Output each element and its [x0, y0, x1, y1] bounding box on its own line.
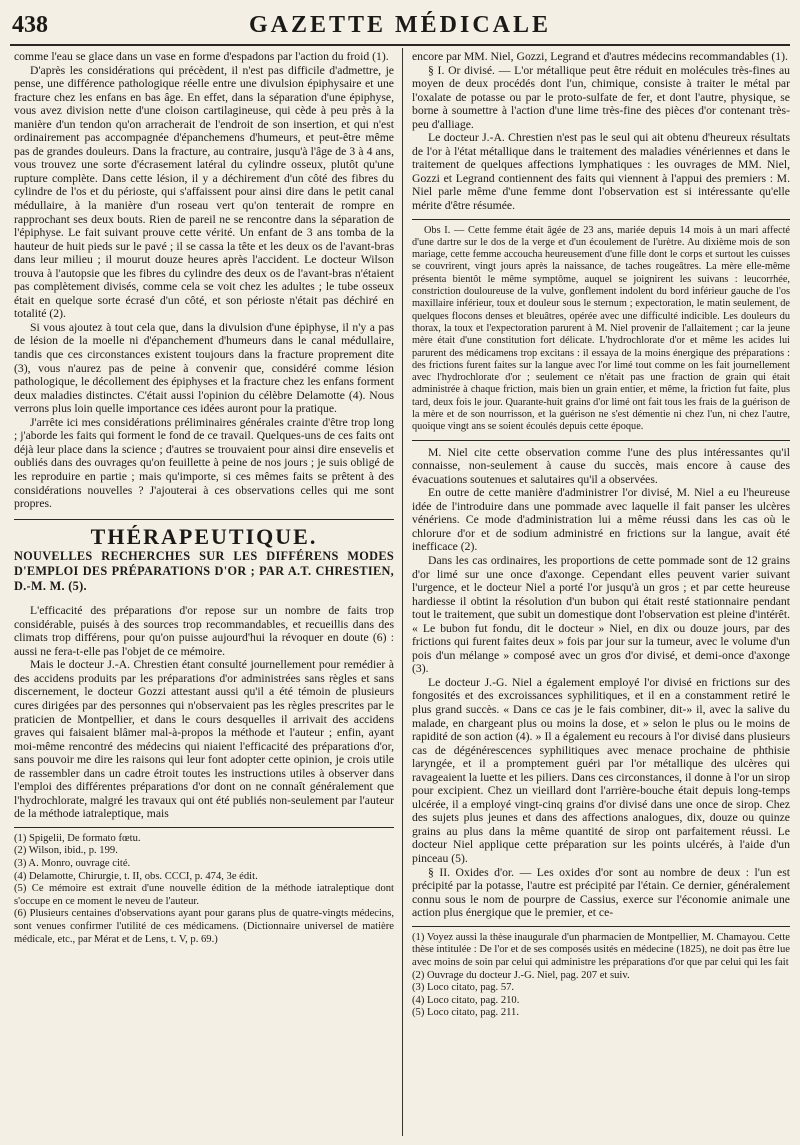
- paragraph: D'après les considérations qui précèdent, il n'est pas difficile d'admettre, je pense, une différence pathologique réelle entre une divulsion épiphysaire et une fracture chez les enfans en bas âge. En effet, dans la séparation d'une épiphyse, vous avez division nette d'une cloison cartilagineuse, qui cède à peu près à la manière d'un tendon qu'on arracherait de l'endroit de son insertion, et qui n'est ordinairement pas accompagnée d'épanchemens d'humeurs, et peut-être même pas de grandes douleurs. Dans la fracture, au contraire, jusqu'à l'âge de 3 à 4 ans, vous trouvez une sorte d'écrasement latéral du cylindre osseux, plutôt qu'une rupture complète. Dans cette lésion, il y a déchirement d'un côté des fibres du cylindre de l'os et du périoste, qui s'affaissent pour ainsi dire dans le petit canal médullaire, à la manière d'un roseau vert qu'on tenterait de rompre en rapprochant ses deux bouts. Rien de pareil ne se rencontre dans la séparation de l'épiphyse. Le fait suivant prouve cette vérité. Un enfant de 3 ans tomba de la hauteur de huit pieds sur le pavé ; il se cassa la tête et les deux os de l'avant-bras dans leur milieu ; il mourut douze heures après l'accident. Le docteur Wilson trouva à l'autopsie que les fibres du cylindre des deux os de l'avant-bras n'étaient pas complètement divisés, comme cela se voit chez les adultes ; le tube osseux était en quelque sorte écrasé d'un côté, et son périoste n'était pas déchiré en totalité (2).: [14, 63, 394, 321]
- column-divider: [402, 48, 403, 1136]
- paragraph: J'arrête ici mes considérations préliminaires générales crainte d'être trop long ; j'aborde les faits qui forment le fond de ce travail. Quelques-uns de ces faits ont déjà leur place dans la science ; d'autres se trouvaient pour ainsi dire ensevelis et oubliés dans des ouvrages qu'on feuillette à peine de nos jours ; je suis obligé de les reproduire en partie ; mais qu'importe, si ces mêmes faits se prêtent à des considérations nouvelles ? J'ajouterai à ces observations celles qui me sont propres.: [14, 415, 394, 511]
- paragraph: Le docteur J.-A. Chrestien n'est pas le seul qui ait obtenu d'heureux résultats de l'or à l'état métallique dans le traitement des maladies vénériennes et dans le traitement de quelques affections lymphatiques : les ouvrages de MM. Niel, Gozzi et Legrand contiennent des faits qui viennent à l'appui des premiers : M. Niel parle même d'une femme dont l'observation est si intéressante qu'elle mérite d'être résumée.: [412, 131, 790, 213]
- right-column: [412, 50, 790, 1020]
- footnote: (2) Ouvrage du docteur J.-G. Niel, pag. 207 et suiv.: [412, 969, 630, 981]
- footnote: (4) Loco citato, pag. 210.: [412, 994, 520, 1006]
- left-column: [14, 50, 394, 946]
- page-number: 438: [12, 12, 48, 38]
- observation-block: [412, 225, 790, 434]
- footnote: (6) Plusieurs centaines d'observations ayant pour garans plus de quatre-vingts médecins, sont venues confirmer l'utilité de ces médicamens. (Dictionnaire universel de matière médicale, etc., par Mérat et de Lens, t. V, p. 69.): [14, 908, 394, 945]
- paragraph: Le docteur J.-G. Niel a également employé l'or divisé en frictions sur des fongosités et des excroissances syphilitiques, et il en a constamment retiré le plus grand succès. « Dans ce cas je le fais combiner, dit-» il, avec la salive du malade, en chargeant plus ou moins la dose, et » selon le plus ou le moins de rapidité de son action (4). » Il a également eu recours à l'or divisé dans plusieurs cas de dégénérescences syphilitiques avec menace prochaine de phthisie laryngée, et il a promptement guéri par l'or métallique des ulcères qui ravageaient la luette et les piliers. Dans ces circonstances, il donne à l'or un sirop pour excipient. Chez un vieillard dont l'arrière-bouche était depuis long-temps ulcérée, il a employé vingt-cinq grains d'or divisé dans une once de sirop. Chez des sujets plus jeunes et dans des affections analogues, dix, douze ou quinze grains au plus dans la même quantité de sirop ont parfaitement réussi. Le docteur Niel applique cette préparation sur les points ulcérés, à l'aide d'un pinceau (5).: [412, 675, 790, 866]
- footnote: (1) Voyez aussi la thèse inaugurale d'un pharmacien de Montpellier, M. Chamayou. Cette thèse intitulée : De l'or et de ses composés usités en médecine (1825), ne doit pas être lue avec moins de soin par celui qui administre les préparations d'or que par celui qui les fait: [412, 931, 790, 968]
- footnote: (5) Loco citato, pag. 211.: [412, 1007, 519, 1019]
- paragraph: L'efficacité des préparations d'or repose sur un nombre de faits trop considérable, puisés à des sources trop recommandables, et recueillis dans des climats trop différens, pour qu'on puisse aujourd'hui la révoquer en doute (6) : aussi ne fera-t-elle pas l'objet de ce mémoire.: [14, 604, 394, 658]
- footnotes: [14, 833, 394, 946]
- section-divider: [14, 519, 394, 520]
- footnotes: [412, 932, 790, 1020]
- footnote: (4) Delamotte, Chirurgie, t. II, obs. CCCI, p. 474, 3e édit.: [14, 870, 258, 882]
- paragraph: Mais le docteur J.-A. Chrestien étant consulté journellement pour remédier à des accidens produits par les préparations d'or administrées sans règles et sans discernement, le docteur Gozzi attestant aussi qu'il a été témoin de plusieurs cures dirigées par des personnes qui n'observaient pas les règles prescrites par le praticien de Montpellier, et dans le cours desquelles il arrivait des accidens graves qui faisaient blâmer mal-à-propos la méthode et l'auteur ; enfin, ayant moi-même rencontré des médecins qui niaient l'efficacité des préparations d'or, sans pouvoir me dire les raisons qui leur font adopter cette opinion, je crois utile de rassembler dans un cadre étroit toutes les instructions utiles à observer dans l'emploi des différentes préparations d'or dont on ne connaît généralement que l'hydrochlorate, malgré les travaux qui ont été publiés non-seulement par l'auteur de la méthode iatraleptique, mais: [14, 658, 394, 821]
- journal-title: GAZETTE MÉDICALE: [248, 12, 552, 38]
- section-title: THÉRAPEUTIQUE.: [90, 523, 318, 549]
- article-heading: NOUVELLES RECHERCHES SUR LES DIFFÉRENS MODES D'EMPLOI DES PRÉPARATIONS D'OR ; PAR A.T. CHRESTIEN, D.-M. M. (5).: [14, 549, 394, 594]
- paragraph: § I. Or divisé. — L'or métallique peut être réduit en molécules très-fines au moyen de deux procédés dont l'un, chimique, consiste à traiter le métal par l'oxalate de potasse ou par le proto-sulfate de fer, et dont l'autre, physique, se borne à soumettre à l'action d'une lime très-fine des pièces d'or contenant très-peu d'alliage.: [412, 63, 790, 131]
- paragraph: encore par MM. Niel, Gozzi, Legrand et d'autres médecins recommandables (1).: [412, 50, 788, 63]
- observation-divider-bottom: [412, 440, 790, 441]
- footnote: (5) Ce mémoire est extrait d'une nouvelle édition de la méthode iatraleptique dont s'occupe en ce moment le neveu de l'auteur.: [14, 883, 394, 907]
- paragraph: M. Niel cite cette observation comme l'une des plus intéressantes qu'il connaisse, non-seulement à cause du succès, mais encore à cause des évacuations soutenues et salutaires qu'il a observées.: [412, 445, 790, 486]
- paragraph: En outre de cette manière d'administrer l'or divisé, M. Niel a eu l'heureuse idée de l'introduire dans une pommade avec laquelle il fait panser les ulcères vénériens. Ce mode d'administration lui a même réussi dans les cas où le chlorure d'or et de sodium administré en frictions sur la langue, avait été inefficace (2).: [412, 486, 790, 554]
- footnote-divider: [412, 926, 790, 927]
- footnote-divider: [14, 827, 394, 828]
- page-header: [10, 6, 790, 46]
- observation-divider-top: [412, 219, 790, 220]
- paragraph: § II. Oxides d'or. — Les oxides d'or sont au nombre de deux : l'un est précipité par la potasse, l'autre est précipité par l'étain. Ce dernier, généralement connu sous le nom de pourpre de Cassius, exerce sur l'économie animale une action plus énergique que le premier, et ce-: [412, 865, 790, 920]
- footnote: (3) A. Monro, ouvrage cité.: [14, 858, 131, 870]
- paragraph: comme l'eau se glace dans un vase en forme d'espadons par l'action du froid (1).: [14, 50, 389, 63]
- footnote: (2) Wilson, ibid., p. 199.: [14, 845, 118, 857]
- paragraph: Si vous ajoutez à tout cela que, dans la divulsion d'une épiphyse, il n'y a pas de lésion de la moelle ni d'épanchement d'humeurs dans le canal médullaire, tandis que ces circonstances existent toujours dans la fracture proprement dite (3), vous n'aurez pas de peine à convenir que, considéré comme lésion pathologique, le décollement des épiphyses et la fracture chez les enfans forment deux maladies distinctes. C'était aussi l'opinion du célèbre Delamotte (4). Nous verrons plus loin quelle importance ces idées auront pour la pratique.: [14, 320, 394, 416]
- footnote: (1) Spigelii, De formato fœtu.: [14, 832, 141, 844]
- paragraph: Dans les cas ordinaires, les proportions de cette pommade sont de 12 grains d'or limé sur une once d'axonge. Cependant elles peuvent varier suivant l'urgence, et le docteur Niel a porté l'or jusqu'à un gros ; et par cette heureuse hardiesse il obtint la résolution d'un bubon qui était resté stationnaire pendant tout le traitement, que subit un domestique dont l'observation est pleine d'intérêt. « Le bubon fut fondu, dit le docteur » Niel, en dix ou douze jours, par des frictions qui furent faites deux » fois par jour sur la tumeur, avec le volume d'un pois d'un mélange » composé avec un gros d'or divisé, et demi-once d'axonge (3).: [412, 553, 790, 676]
- observation-text: Obs I. — Cette femme était âgée de 23 ans, mariée depuis 14 mois à un mari affecté d'une dartre sur le dos de la verge et d'un écoulement de l'urètre. Au dixième mois de son mariage, cette femme accoucha heureusement d'une fille dont le corps et surtout les cuisses se couvrirent, vingt jours après la naissance, de taches rougeâtres. La mère elle-même présenta bientôt le même symptôme, auquel se joignirent les suivans : leucorrhée, constriction douloureuse de la vulve, gonflement indolent du bord inférieur gauche de l'os maxillaire inférieur, toux et douleur sous le sternum ; expectoration, le matin seulement, de quelques flocons denses et bleuâtres, opérée avec une difficulté indicible. Les douleurs du thorax, la toux et l'expectoration parurent à M. Niel provenir de l'allaitement ; car la jeune mère était d'une constitution fort délicate. L'hydrochlorate d'or et même les acides lui parurent des médicamens trop excitans : il essaya de la moins énergique des préparations : des frictions furent faites sur la langue avec l'or limé tout comme on les fait journellement avec l'hydrochlorate d'or ; seulement ce n'était pas une fraction de grain qui était administrée à chaque friction, mais bien un grain entier, et même, la friction fut faite, plus tard, deux fois le jour. Quarante-huit grains d'or limé ont fait tous les frais de la guérison de la mère et de son nourrisson, et la guérison ne s'est démentie ni chez l'un, ni chez l'autre, quoique vingt ans se soient écoulés depuis cette époque.: [412, 224, 790, 433]
- footnote: (3) Loco citato, pag. 57.: [412, 982, 515, 994]
